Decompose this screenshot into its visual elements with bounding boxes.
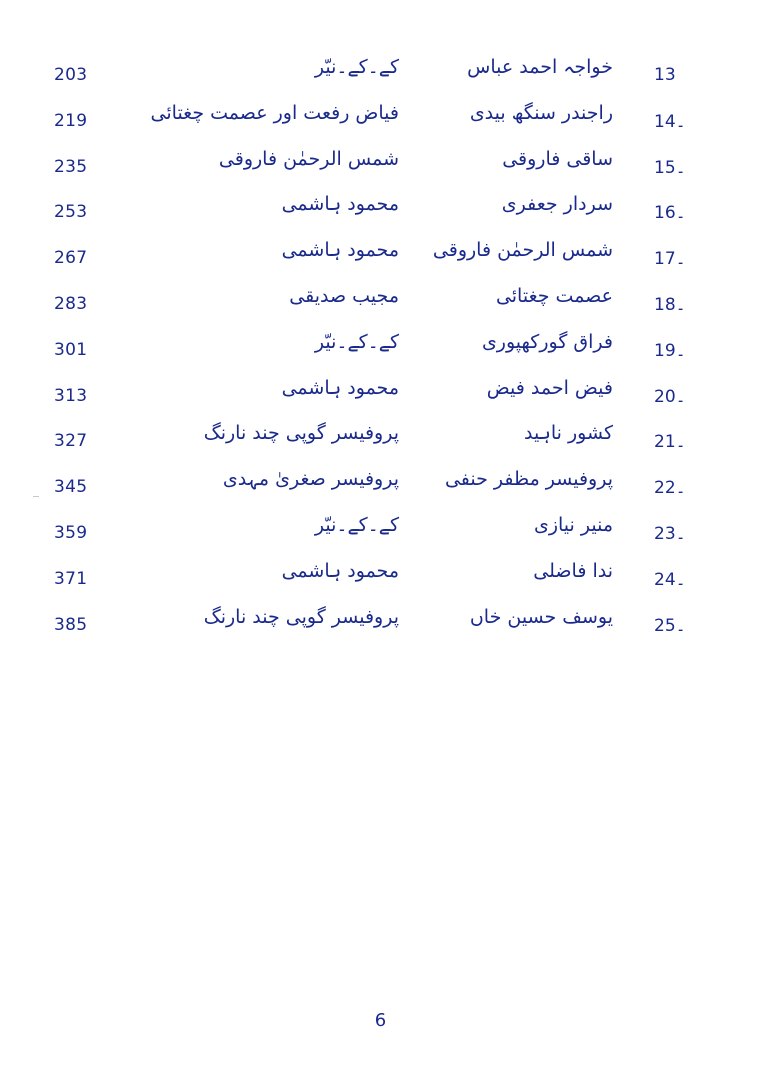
toc-page-number: 301 [54,339,88,360]
toc-subject: منیر نیازی [533,513,613,536]
toc-serial: 15۔ [654,157,686,178]
toc-serial: 14۔ [654,111,686,132]
toc-serial: 18۔ [654,294,686,315]
toc-author: محمود ہاشمی [281,559,399,582]
table-of-contents [0,50,761,645]
toc-subject: ساقی فاروقی [502,147,613,170]
toc-subject: یوسف حسین خاں [469,605,613,628]
toc-subject: راجندر سنگھ بیدی [469,101,613,124]
toc-row [0,508,761,554]
toc-author: پروفیسر گوپی چند نارنگ [203,605,399,628]
margin-mark [33,496,39,497]
toc-row [0,371,761,417]
toc-subject: ندا فاضلی [533,559,613,582]
toc-row [0,462,761,508]
toc-author: محمود ہاشمی [281,376,399,399]
toc-row [0,142,761,188]
toc-row [0,416,761,462]
toc-author: شمس الرحمٰن فاروقی [218,147,399,170]
toc-author: کے۔کے۔نیّر [314,513,399,536]
toc-page-number: 327 [54,431,88,452]
toc-page-number: 385 [54,614,88,635]
toc-serial: 19۔ [654,340,686,361]
footer-page-number: 6 [374,1010,387,1031]
toc-serial: 17۔ [654,249,686,270]
toc-row [0,325,761,371]
toc-page-number: 253 [54,202,88,223]
toc-page-number: 313 [54,385,88,406]
toc-subject: عصمت چغتائی [495,284,613,307]
toc-subject: کشور ناہید [524,422,613,445]
toc-serial: 24۔ [654,569,686,590]
toc-serial: 13 [654,65,676,85]
toc-page-number: 219 [54,110,88,131]
toc-subject: خواجہ احمد عباس [467,56,613,78]
toc-subject: شمس الرحمٰن فاروقی [432,239,613,262]
toc-row [0,554,761,600]
toc-page-number: 359 [54,522,88,543]
toc-row [0,279,761,325]
toc-page-number: 267 [54,248,88,269]
toc-page-number: 283 [54,293,88,314]
toc-subject: فیض احمد فیض [486,376,613,399]
toc-serial: 20۔ [654,386,686,407]
toc-row [0,233,761,279]
toc-serial: 23۔ [654,523,686,544]
toc-author: پروفیسر گوپی چند نارنگ [203,422,399,445]
toc-serial: 22۔ [654,478,686,499]
toc-serial: 21۔ [654,432,686,453]
toc-row [0,187,761,233]
toc-subject: سردار جعفری [501,193,613,216]
toc-author: کے۔کے۔نیّر [314,56,399,78]
toc-author: کے۔کے۔نیّر [314,330,399,353]
toc-author: محمود ہاشمی [281,239,399,262]
toc-page-number: 203 [54,65,88,85]
toc-page-number: 235 [54,156,88,177]
toc-row [0,96,761,142]
toc-row [0,600,761,646]
toc-author: پروفیسر صغریٰ مہدی [222,468,399,491]
toc-serial: 16۔ [654,203,686,224]
toc-serial: 25۔ [654,615,686,636]
toc-page-number: 371 [54,568,88,589]
toc-page-number: 345 [54,477,88,498]
toc-author: محمود ہاشمی [281,193,399,216]
toc-row [0,50,761,96]
toc-author: فیاض رفعت اور عصمت چغتائی [150,101,399,124]
toc-subject: فراق گورکھپوری [481,330,613,353]
toc-subject: پروفیسر مظفر حنفی [444,468,613,491]
toc-author: مجیب صدیقی [289,284,399,307]
